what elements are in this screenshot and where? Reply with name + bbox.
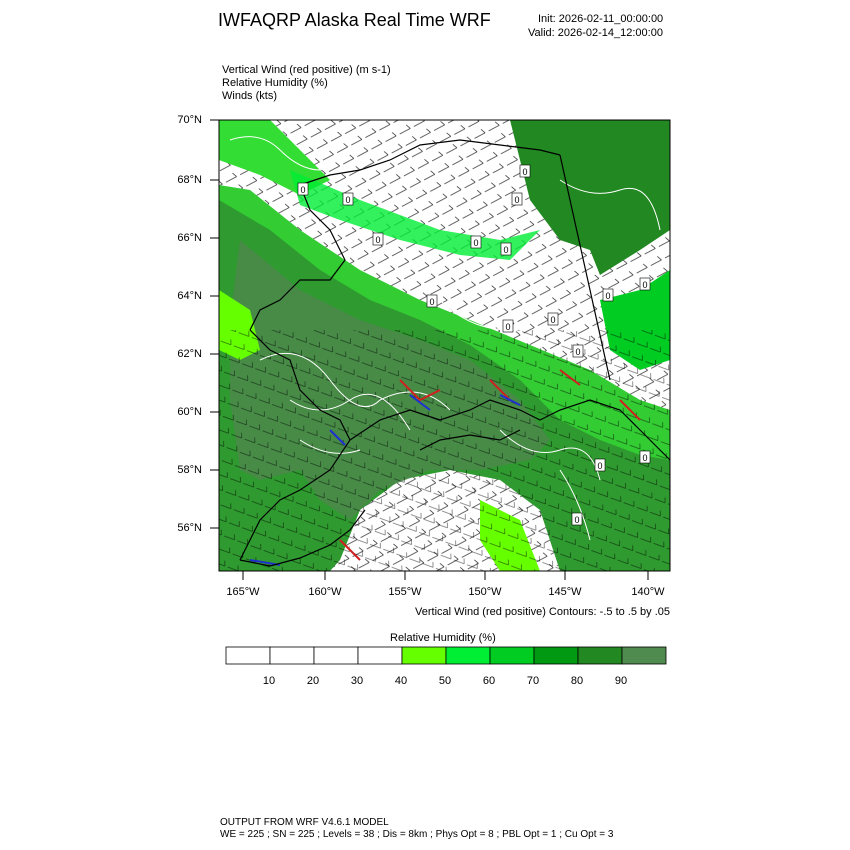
colorbar-label-80: 80 — [570, 675, 584, 687]
lat-label-68: 68°N — [177, 174, 202, 186]
contour-zero-label — [427, 295, 437, 307]
colorbar-box — [226, 647, 270, 664]
contour-zero-label — [640, 451, 650, 463]
colorbar-box — [358, 647, 402, 664]
colorbar-label-30: 30 — [350, 675, 364, 687]
contour-zero-label — [343, 193, 353, 205]
colorbar-box — [490, 647, 534, 664]
lat-label-56: 56°N — [177, 522, 202, 534]
lon-label-140: 140°W — [631, 586, 665, 598]
footer-model: OUTPUT FROM WRF V4.6.1 MODEL — [220, 817, 389, 828]
lon-label-160: 160°W — [308, 586, 342, 598]
contour-note: Vertical Wind (red positive) Contours: -.5 to .5 by .05 — [415, 606, 670, 618]
field-label-winds: Winds (kts) — [222, 90, 277, 102]
contour-zero-label — [471, 236, 481, 248]
contour-zero-label — [573, 345, 583, 357]
colorbar — [226, 647, 666, 664]
svg-text:0: 0 — [605, 291, 611, 301]
lat-label-66: 66°N — [177, 232, 202, 244]
contour-zero-label — [501, 243, 511, 255]
svg-text:0: 0 — [642, 453, 648, 463]
svg-text:0: 0 — [642, 280, 648, 290]
wind-barbs-south — [219, 330, 670, 571]
lat-label-64: 64°N — [177, 290, 202, 302]
colorbar-label-60: 60 — [482, 675, 496, 687]
svg-text:0: 0 — [514, 195, 520, 205]
colorbar-boxes — [226, 647, 666, 664]
contour-zero-label — [548, 313, 558, 325]
contour-zero-label — [512, 193, 522, 205]
contour-zero-label — [640, 278, 650, 290]
field-label-relative-humidity: Relative Humidity (%) — [222, 77, 328, 89]
svg-text:0: 0 — [505, 322, 511, 332]
lon-label-145: 145°W — [548, 586, 582, 598]
contour-zero-label — [572, 513, 582, 525]
svg-text:0: 0 — [550, 315, 556, 325]
map-content — [219, 120, 670, 571]
footer-config: WE = 225 ; SN = 225 ; Levels = 38 ; Dis = 8km ; Phys Opt = 8 ; PBL Opt = 1 ; Cu Opt = 3 — [220, 829, 614, 840]
colorbar-label-90: 90 — [614, 675, 628, 687]
lon-ticks — [243, 571, 648, 580]
svg-text:0: 0 — [300, 185, 306, 195]
lat-label-62: 62°N — [177, 348, 202, 360]
svg-text:0: 0 — [473, 238, 479, 248]
svg-text:0: 0 — [574, 515, 580, 525]
contour-zero-label — [603, 289, 613, 301]
plot-title: IWFAQRP Alaska Real Time WRF — [218, 10, 491, 30]
svg-text:0: 0 — [503, 245, 509, 255]
colorbar-box — [578, 647, 622, 664]
svg-text:0: 0 — [522, 167, 528, 177]
svg-text:0: 0 — [345, 195, 351, 205]
colorbar-label-50: 50 — [438, 675, 452, 687]
contour-zero-label — [595, 459, 605, 471]
lat-ticks — [210, 120, 219, 528]
colorbar-box — [446, 647, 490, 664]
contour-zero-label — [520, 165, 530, 177]
colorbar-label-70: 70 — [526, 675, 540, 687]
contour-zero-label — [503, 320, 513, 332]
colorbar-box — [270, 647, 314, 664]
lon-label-150: 150°W — [468, 586, 502, 598]
lon-label-165: 165°W — [226, 586, 260, 598]
init-time: Init: 2026-02-11_00:00:00 — [538, 13, 664, 25]
colorbar-box — [314, 647, 358, 664]
svg-text:0: 0 — [575, 347, 581, 357]
lat-label-70: 70°N — [177, 114, 202, 126]
svg-text:0: 0 — [375, 235, 381, 245]
colorbar-label-20: 20 — [306, 675, 320, 687]
lon-label-155: 155°W — [388, 586, 422, 598]
svg-text:0: 0 — [597, 461, 603, 471]
colorbar-label-40: 40 — [394, 675, 408, 687]
field-label-vertical-wind: Vertical Wind (red positive) (m s-1) — [222, 64, 391, 76]
colorbar-box — [622, 647, 666, 664]
contour-zero-label — [298, 183, 308, 195]
valid-time: Valid: 2026-02-14_12:00:00 — [528, 27, 663, 39]
svg-text:0: 0 — [429, 297, 435, 307]
colorbar-box — [402, 647, 446, 664]
lat-label-60: 60°N — [177, 406, 202, 418]
colorbar-title: Relative Humidity (%) — [390, 632, 496, 644]
colorbar-label-10: 10 — [262, 675, 276, 687]
colorbar-box — [534, 647, 578, 664]
contour-zero-label — [373, 233, 383, 245]
lat-label-58: 58°N — [177, 464, 202, 476]
